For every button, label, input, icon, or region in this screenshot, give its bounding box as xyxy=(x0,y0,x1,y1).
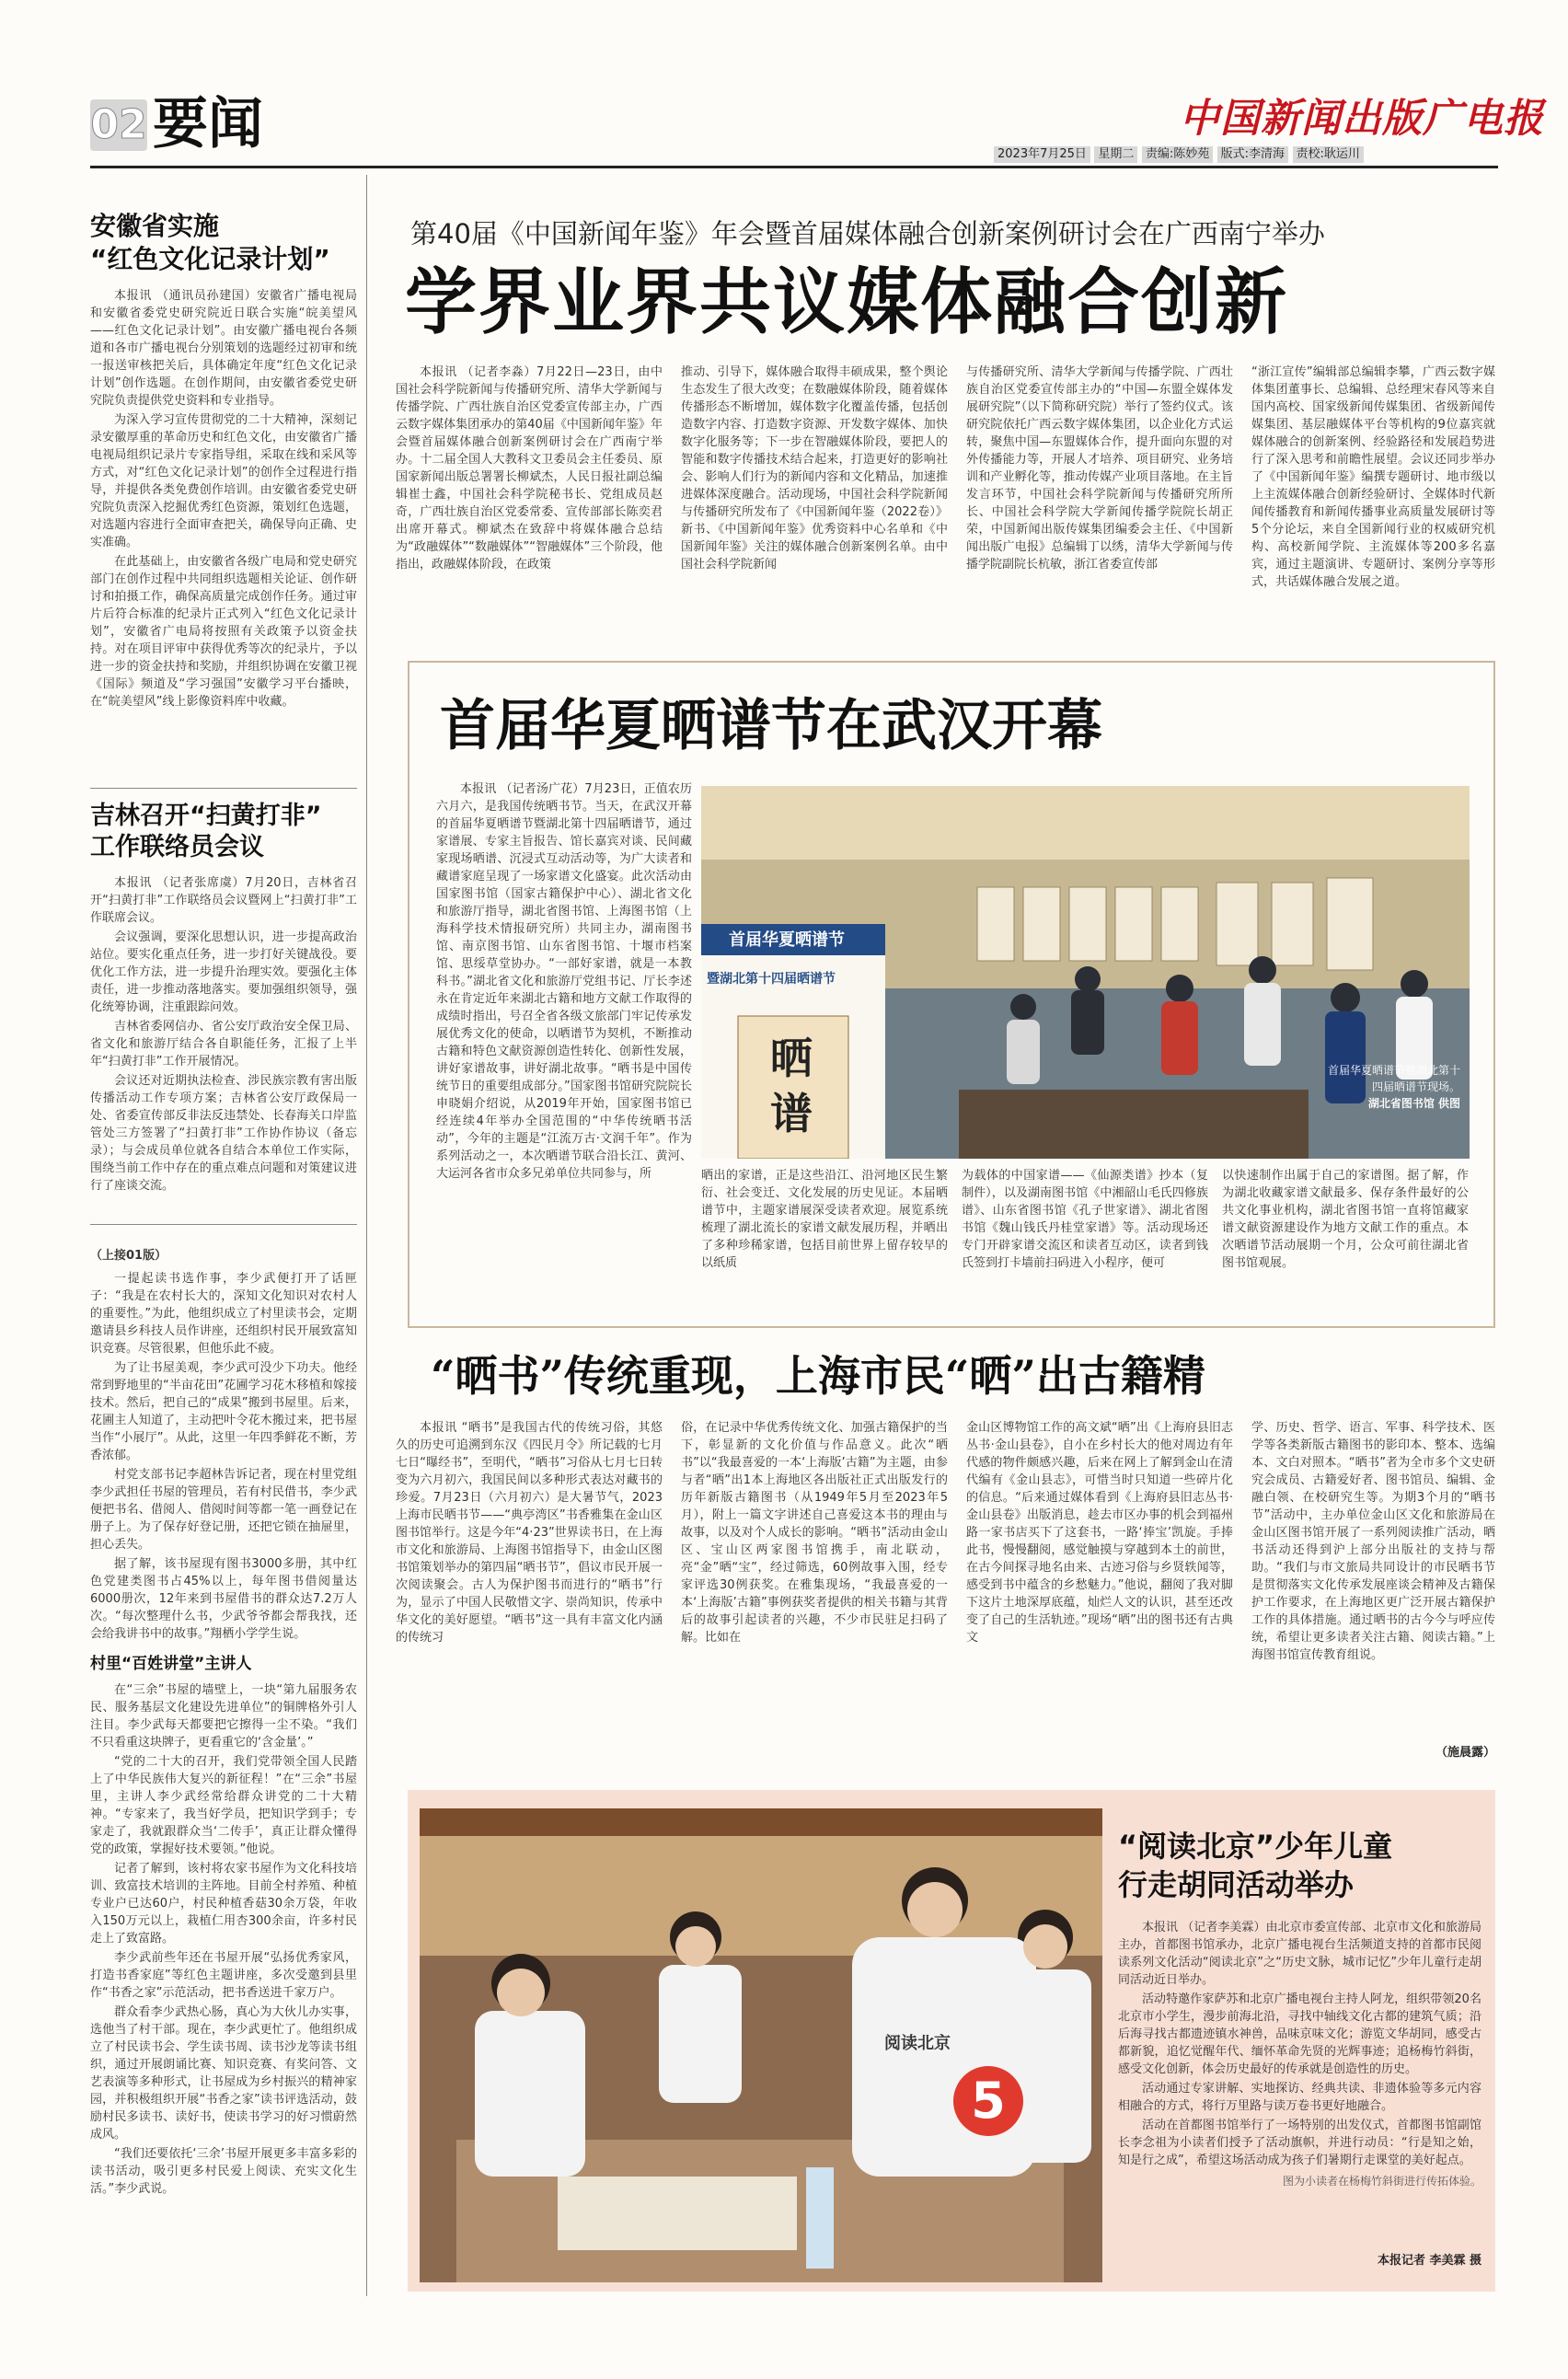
shanghai-col-1 xyxy=(396,1419,663,1737)
lecture-paragraph: 李少武前些年还在书屋开展“弘扬优秀家风，打造书香家庭”等红色主题讲座，多次受邀到县里作“书香之家”示范活动，把书香送进千家万户。 xyxy=(90,1951,357,2000)
beijing-body xyxy=(1118,1919,1482,2246)
top-col-3 xyxy=(966,364,1233,630)
beijing-headline-1: “阅读北京”少年儿童 xyxy=(1118,1829,1393,1864)
banner-title: 首届华夏晒谱节 xyxy=(729,930,845,950)
top-headline: 学界业界共议媒体融合创新 xyxy=(405,260,1289,344)
top-subhead: 第40届《中国新闻年鉴》年会暨首届媒体融合创新案例研讨会在广西南宁举办 xyxy=(410,218,1325,249)
top-paragraph: 推动、引导下，媒体融合取得丰硕成果，整个舆论生态发生了很大改变；在数融媒体阶段，随着媒体传播形态不断增加，媒体数字化覆盖传播，包括创造数字内容、打造数字资源、开发数字媒体、加快数字化服务等；下一步在智融媒体阶段，要把人的智能和数字传播技术结合起来，打造更好的影响社会、影响人们行为的新闻内容和文化精品，加速推进媒体深度融合。活动现场，中国社会科学院新闻与传播研究所发布了《中国新闻年鉴（2022卷）》新书、《中国新闻年鉴》优秀资料中心名单和《中国新闻年鉴》关注的媒体融合创新案例名单。由中国社会科学院新闻 xyxy=(681,365,948,572)
beijing-headline xyxy=(1118,1827,1482,1904)
shanghai-col-4 xyxy=(1251,1419,1495,1737)
scroll-char-2: 谱 xyxy=(770,1089,813,1138)
anhui-title-2: “红色文化记录计划” xyxy=(90,244,330,274)
number-badge-text: 5 xyxy=(971,2072,1006,2130)
wuhan-paragraph: 本报讯 （记者汤广花）7月23日，正值农历六月六，是我国传统晒书节。当天，在武汉开幕的首届华夏晒谱节暨湖北第十四届晒谱节，通过家谱展、专家主旨报告、馆长嘉宾对谈、民间藏家现场晒谱、沉浸式互动活动等，为广大读者和藏谱家庭呈现了一场家谱文化盛宴。此次活动由国家图书馆（国家古籍保护中心）、湖北省文化和旅游厅指导，湖北省图书馆、上海图书馆（上海科学技术情报研究所）共同主办，湖南图书馆、南京图书馆、山东省图书馆、十堰市档案馆、思绥草堂协办。“一部好家谱，就是一本教科书。”湖北省文化和旅游厅党组书记、厅长李述永在肯定近年来湖北古籍和地方文献工作取得的成绩时指出，号召全省各级文旅部门牢记传承发展优秀文化的使命，以晒谱节为契机，不断推动古籍和特色文献资源创造性转化、创新性发展，讲好家谱故事，讲好湖北故事。“晒书是中国传统节日的重要组成部分。”国家图书馆研究院院长申晓娟介绍说，从2019年开始，国家图书馆已经连续4年举办全国范围的“中华传统晒书活动”，今年的主题是“江流万古·文润千年”。作为系列活动之一，本次晒谱节联合沿长江、黄河、大运河各省市众多兄弟单位共同参与，所 xyxy=(436,782,692,1181)
top-col-2 xyxy=(681,364,948,630)
beijing-photo-scene xyxy=(420,1808,1102,2282)
wuhan-col-4 xyxy=(1222,1167,1469,1314)
jilin-title-2: 工作联络员会议 xyxy=(90,833,264,861)
scroll-char-1: 晒 xyxy=(770,1034,813,1083)
left-column-divider xyxy=(366,175,367,2296)
lecture-paragraph: 群众看李少武热心肠，真心为大伙儿办实事，选他当了村干部。现在，李少武更忙了。他组织成立了村民读书会、学生读书周、读书沙龙等读书组织，通过开展朗诵比赛、知识竞赛、有奖问答、文艺表演等多种形式，让书屋成为乡村振兴的精神家园，并积极组织开展“书香之家”读书评选活动，鼓励村民多读书、读好书，使读书学习的好习惯蔚然成风。 xyxy=(90,2005,357,2142)
left-divider xyxy=(90,1224,357,1225)
jilin-paragraph: 吉林省委网信办、省公安厅政治安全保卫局、省文化和旅游厅结合各自职能任务，汇报了上半年“扫黄打非”工作开展情况。 xyxy=(90,1020,357,1068)
anhui-title-1: 安徽省实施 xyxy=(90,211,220,241)
top-paragraph: “浙江宣传”编辑部总编辑李攀，广西云数字媒体集团董事长、总编辑、总经理宋春风等来自国内高校、国家级新闻传媒集团、省级新闻传媒集团、基层融媒体平台等机构的9位嘉宾就媒体融合的创新案例、经验路径和发展趋势进行了深入思考和前瞻性展望。会议还同步举办了《中国新闻年鉴》编撰专题研讨、地市级以上主流媒体融合创新经验研讨、全媒体时代新闻传播教育和新闻传播事业高质量发展研讨等5个分论坛，来自全国新闻行业的权威研究机构、高校新闻学院、主流媒体等200多名嘉宾，通过主题演讲、专题研讨、案例分享等形式，共话媒体融合发展之道。 xyxy=(1251,365,1495,589)
beijing-photo xyxy=(420,1808,1102,2282)
beijing-caption: 图为小读者在杨梅竹斜街进行传拓体验。 xyxy=(1282,2175,1482,2188)
continuation-label: （上接01版） xyxy=(90,1249,167,1263)
lecture-paragraph: “我们还要依托‘三余’书屋开展更多丰富多彩的读书活动，吸引更多村民爱上阅读、充实文化生活。”李少武说。 xyxy=(90,2147,357,2196)
lecture-paragraph: “党的二十大的召开，我们党带领全国人民踏上了中华民族伟大复兴的新征程！”在“三余”书屋里，主讲人李少武经常给群众讲党的二十大精神。“专家来了，我当好学员，把知识学到手；专家走了，我就跟群众当‘二传手’，真正让群众懂得党的政策，掌握好技术要领。”他说。 xyxy=(90,1755,357,1856)
shanghai-paragraph: 俗，在记录中华优秀传统文化、加强古籍保护的当下，彰显新的文化价值与作品意义。此次“晒书”以“我最喜爱的一本‘上海版’古籍”为主题，由参与者“晒”出1本上海地区各出版社正式出版发行的历年新版古籍图书（从1949年5月至2023年5月），附上一篇文字讲述自己喜爱这本书的理由与故事，以及对个人成长的影响。“晒书”活动由金山区、宝山区两家图书馆携手，南北联动，亮“金”晒“宝”，经过筛选，60例故事入围，经专家评选30例获奖。在雅集现场，“我最喜爱的一本‘上海版’古籍”事例获奖者提供的相关书籍与其背后的故事引起读者的兴趣，不少市民驻足扫码了解。比如在 xyxy=(681,1421,948,1645)
wuhan-paragraph: 为载体的中国家谱——《仙源类谱》抄本（复制件），以及湖南图书馆《中湘韶山毛氏四修族谱》、山东省图书馆《孔子世家谱》、湖北省图书馆《魏山钱氏丹桂堂家谱》等。活动现场还专门开辟家谱交流区和读者互动区，读者到钱氏签到打卡墙前扫码进入小程序，便可 xyxy=(962,1169,1208,1270)
jilin-article xyxy=(90,801,357,1210)
beijing-paragraph: 活动特邀作家萨苏和北京广播电视台主持人阿龙，组织带领20名北京市小学生，漫步前海北沿，寻找中轴线文化古都的建筑气质；沿后海寻找古都遗迹镇水神兽，品味京味文化；游览文华胡同，感受古都新貌，追忆觉醒年代、缅怀革命先贤的光辉事迹；追杨梅竹斜街，感受文化创新，体会历史最好的传承就是创造性的历史。 xyxy=(1118,1992,1482,2076)
editor-label: 责编:陈妙苑 xyxy=(1142,146,1213,163)
jilin-paragraph: 本报讯 （记者张席虞）7月20日，吉林省召开“扫黄打非”工作联络员会议暨网上“扫黄打非”工作联席会议。 xyxy=(90,876,357,925)
wuhan-paragraph: 以快速制作出属于自己的家谱图。据了解，作为湖北收藏家谱文献最多、保存条件最好的公共文化事业机构，湖北省图书馆一直将馆藏家谱文献资源建设作为地方文献工作的重点。本次晒谱节活动展期一个月，公众可前往湖北省图书馆观展。 xyxy=(1222,1169,1469,1270)
shanghai-col-3 xyxy=(966,1419,1233,1737)
wuhan-col-2 xyxy=(701,1167,948,1314)
wuhan-photo-caption-text: 首届华夏晒谱节暨湖北第十四届晒谱节现场。 xyxy=(1327,1064,1460,1093)
page-number xyxy=(90,99,147,151)
wuhan-col-1 xyxy=(436,780,692,1310)
anhui-article xyxy=(90,210,357,776)
continuation-paragraph: 为了让书屋美观，李少武可没少下功夫。他经常到野地里的“半亩花田”花圃学习花木移植和嫁接技术。然后，把自己的“成果”搬到书屋里。后来，花圃主人知道了，主动把叶令花木搬过来，把书屋当作“小展厅”。从此，这里一年四季鲜花不断，芳香浓郁。 xyxy=(90,1361,357,1462)
wuhan-headline: 首届华夏晒谱节在武汉开幕 xyxy=(440,694,1102,758)
beijing-paragraph: 活动在首都图书馆举行了一场特别的出发仪式，首都图书馆副馆长李念祖为小读者们授予了活动旗帜，并进行动员：“行是知之始，知是行之成”，希望这场活动成为孩子们暑期行走课堂的美好起点。 xyxy=(1118,2119,1482,2167)
lecture-subtitle: 村里“百姓讲堂”主讲人 xyxy=(90,1655,252,1673)
continuation-paragraph: 据了解，该书屋现有图书3000多册，其中红色党建类图书占45%以上，每年图书借阅量达6000册次，12年来到书屋借书的群众达7.2万人次。“每次整理什么书，少武爷爷都会帮我找，还会给我讲书中的故事。”翔栖小学学生说。 xyxy=(90,1557,357,1641)
shanghai-paragraph: 本报讯 “晒书”是我国古代的传统习俗，其悠久的历史可追溯到东汉《四民月令》所记载的七月七日“曝经书”，至明代，“晒书”习俗从七月七日转变为六月初六，我国民间以多种形式表达对藏书的珍爱。7月23日（六月初六）是大暑节气，2023上海市民晒书节——“典亭湾区”书香雅集在金山区图书馆举行。这是今年“4·23”世界读书日，在上海市文化和旅游局、上海图书馆指导下，由金山区图书馆策划举办的第四届“晒书节”，倡议市民开展一次阅读聚会。古人为保护图书而进行的“晒书”行为，显示了中国人民敬惜文字、崇尚知识，传承中华文化的美好愿望。“晒书”这一具有丰富文化内涵的传统习 xyxy=(396,1421,663,1645)
wuhan-photo-caption xyxy=(1318,1062,1460,1112)
masthead-rule xyxy=(90,166,1498,168)
continuation-paragraph: 一提起读书选作事，李少武便打开了话匣子：“我是在农村长大的，深知文化知识对农村人的重要性。”为此，他组织成立了村里读书会，定期邀请县乡科技人员作讲座，还组织村民开展致富知识竞赛。尽管很累，但他乐此不疲。 xyxy=(90,1272,357,1356)
continuation-article xyxy=(90,1247,357,2296)
jilin-title-1: 吉林召开“扫黄打非” xyxy=(90,802,322,830)
proofreader-label: 责校:耿运川 xyxy=(1293,146,1364,163)
continuation-paragraph: 村党支部书记李超林告诉记者，现在村里党组李少武担任书屋的管理员，若有村民借书，李少武便把书名、借阅人、借阅时间等都一笔一画登记在册子上。为了保存好登记册，还把它锁在抽屉里，担心丢失。 xyxy=(90,1468,357,1552)
anhui-paragraph: 本报讯 （通讯员孙建国）安徽省广播电视局和安徽省委党史研究院近日联合实施“皖美望风——红色文化记录计划”。由安徽广播电视台各频道和各市广播电视台分别策划的选题经过初审和统一报送审核把关后，具体确定年度“红色文化记录计划”创作选题。在创作期间，由安徽省委党史研究院负责提供党史资料和专业指导。 xyxy=(90,289,357,408)
beijing-paragraph: 活动通过专家讲解、实地探访、经典共读、非遗体验等多元内容相融合的方式，将行万里路与读万卷书更好地融合。 xyxy=(1118,2082,1482,2113)
beijing-headline-2: 行走胡同活动举办 xyxy=(1118,1867,1355,1902)
lecture-paragraph: 记者了解到，该村将农家书屋作为文化科技培训、致富技术培训的主阵地。目前全村养殖、种植专业户已达60户，村民种植香菇30余万袋，年收入150万元以上，栽植仁用杏300余亩，许多村民走上了致富路。 xyxy=(90,1862,357,1946)
section-title: 要闻 xyxy=(153,92,263,156)
number-badge xyxy=(953,2066,1023,2136)
left-divider xyxy=(90,788,357,789)
designer-label: 版式:李清海 xyxy=(1217,146,1288,163)
beijing-byline: 本报记者 李美霖 摄 xyxy=(1377,2254,1482,2268)
lecture-paragraph: 在“三余”书屋的墙壁上，一块“第九届服务农民、服务基层文化建设先进单位”的铜牌格外引人注目。李少武每天都要把它擦得一尘不染。“我们不只看重这块牌子，更看重它的‘含金量’。” xyxy=(90,1683,357,1750)
shanghai-paragraph: 学、历史、哲学、语言、军事、科学技术、医学等各类新版古籍图书的影印本、整本、选编本、文白对照本。“晒书”者为全市多个文史研究会成员、古籍爱好者、图书馆员、编辑、金融白领、在校研究生等。为期3个月的“晒书节”活动中，主办单位金山区文化和旅游局在金山区图书馆开展了一系列阅读推广活动，晒书活动还得到沪上部分出版社的支持与帮助。“我们与市文旅局共同设计的市民晒书节是贯彻落实文化传承发展座谈会精神及古籍保护工作要求，在上海地区更广泛开展古籍保护工作的具体措施。通过晒书的古今今与呼应传统，希望让更多读者关注古籍、阅读古籍。”上海图书馆宣传教育组说。 xyxy=(1251,1421,1495,1662)
paper-name: 中国新闻出版广电报 xyxy=(1180,96,1544,142)
wuhan-photo xyxy=(701,786,1470,1159)
page-number-text: 02 xyxy=(90,101,147,148)
masthead-info xyxy=(994,145,1364,163)
shanghai-headline: “晒书”传统重现，上海市民“晒”出古籍精 xyxy=(431,1351,1205,1401)
shirt-text: 阅读北京 xyxy=(884,2034,951,2053)
wuhan-col-3 xyxy=(962,1167,1208,1314)
jilin-paragraph: 会议还对近期执法检查、涉民族宗教有害出版传播活动工作专项方案；吉林省公安厅政保局一处、省委宣传部反非法反违禁处、长春海关口岸监管处三方签署了“扫黄打非”工作协作协议（备忘录）；与会成员单位就各自结合本单位工作实际，围绕当前工作中存在的重点难点问题和对策建议进行了座谈交流。 xyxy=(90,1074,357,1193)
banner-subtitle: 暨湖北第十四届晒谱节 xyxy=(707,972,836,987)
top-paragraph: 本报讯 （记者李淼）7月22日—23日，由中国社会科学院新闻与传播研究所、清华大学新闻与传播学院、广西壮族自治区党委宣传部主办，广西云数字媒体集团承办的第40届《中国新闻年鉴》年会暨首届媒体融合创新案例研讨会在广西南宁举办。十二届全国人大教科文卫委员会主任委员、原国家新闻出版总署署长柳斌杰，人民日报社副总编辑崔士鑫，中国社会科学院秘书长、党组成员赵奇，广西壮族自治区党委常委、宣传部部长陈奕君出席开幕式。柳斌杰在致辞中将媒体融合总结为“政融媒体”“数融媒体”“智融媒体”三个阶段，他指出，政融媒体阶段，在政策 xyxy=(396,365,663,572)
weekday-label: 星期二 xyxy=(1094,146,1137,163)
wuhan-paragraph: 晒出的家谱，正是这些沿江、沿河地区民生繁衍、社会变迁、文化发展的历史见证。本届晒谱节中，主题家谱展深受读者欢迎。展览系统梳理了湖北流长的家谱文献发展历程，并晒出了多种珍稀家谱，包括目前世界上留存较早的以纸质 xyxy=(701,1169,948,1270)
jilin-paragraph: 会议强调，要深化思想认识，进一步提高政治站位。要实化重点任务，进一步打好关键战役。要优化工作方法，进一步提升治理实效。要强化主体责任，进一步推动落地落实。要加强组织领导，强化统筹协调，注重跟踪问效。 xyxy=(90,930,357,1014)
wuhan-photo-credit: 湖北省图书馆 供图 xyxy=(1367,1097,1460,1110)
top-col-1 xyxy=(396,364,663,630)
beijing-paragraph: 本报讯 （记者李美霖）由北京市委宣传部、北京市文化和旅游局主办，首都图书馆承办，北京广播电视台生活频道支持的首都市民阅读系列文化活动“阅读北京”之“历史文脉，城市记忆”少年儿童行走胡同活动近日举办。 xyxy=(1118,1921,1482,1987)
shanghai-col-2 xyxy=(681,1419,948,1737)
shanghai-paragraph: 金山区博物馆工作的高文斌“晒”出《上海府县旧志丛书·金山县卷》，自小在乡村长大的他对周边有年代感的物件颇感兴趣，后来在网上了解到金山在清代编有《金山县志》，可惜当时只知道一些碎片化的信息。“后来通过媒体看到《上海府县旧志丛书·金山县卷》出版消息，趁去市区办事的机会到福州路一家书店买下了这套书，一路‘捧宝’凯旋。手捧此书，慢慢翻阅，感觉触摸与穿越到本土的前世，在古今间探寻地名由来、古迹习俗与乡贤轶闻等，感受到书中蕴含的乡愁魅力。”他说，翻阅了我对脚下这片土地深厚底蕴，灿烂人文的认识，甚至还改变了自己的生活轨迹。”现场“晒”出的图书还有古典文 xyxy=(966,1421,1233,1645)
date-label: 2023年7月25日 xyxy=(994,146,1090,163)
shanghai-byline: （施晨露） xyxy=(1435,1746,1495,1760)
top-col-4 xyxy=(1251,364,1495,630)
anhui-paragraph: 在此基础上，由安徽省各级广电局和党史研究部门在创作过程中共同组织选题相关论证、创作研讨和拍摄工作，确保高质量完成创作任务。通过审片后符合标准的纪录片正式列入“红色文化记录计划”，安徽省广电局将按照有关政策予以资金扶持。对在项目评审中获得优秀等次的纪录片，予以进一步的资金扶持和奖励，并组织协调在安徽卫视《国际》频道及“学习强国”安徽学习平台播映，在“皖美望风”线上影像资料库中收藏。 xyxy=(90,555,357,709)
anhui-paragraph: 为深入学习宣传贯彻党的二十大精神，深刻记录安徽厚重的革命历史和红色文化，由安徽省广播电视局组织记录片专家指导组，采取在线和采风等方式，对“红色文化记录计划”的创作全过程进行指导，并提供各类免费创作培训。由安徽省委党史研究院负责深入挖掘优秀红色资源，策划红色选题，对选题内容进行全面审查把关，确保导向正确、史实准确。 xyxy=(90,413,357,549)
top-paragraph: 与传播研究所、清华大学新闻与传播学院、广西壮族自治区党委宣传部主办的“中国—东盟全媒体发展研究院”（以下简称研究院）举行了签约仪式。该研究院依托广西云数字媒体集团，以企业化方式运转，聚焦中国—东盟媒体合作，提升面向东盟的对外传播能力等，开展人才培养、项目研究、业务培训和产业孵化等，推动传媒产业项目落地。在主旨发言环节，中国社会科学院新闻与传播研究所所长、中国社会科学院大学新闻传播学院院长胡正荣，中国新闻出版传媒集团编委会主任、《中国新闻出版广电报》总编辑丁以绣，清华大学新闻与传播学院副院长杭敏，浙江省委宣传部 xyxy=(966,365,1233,572)
